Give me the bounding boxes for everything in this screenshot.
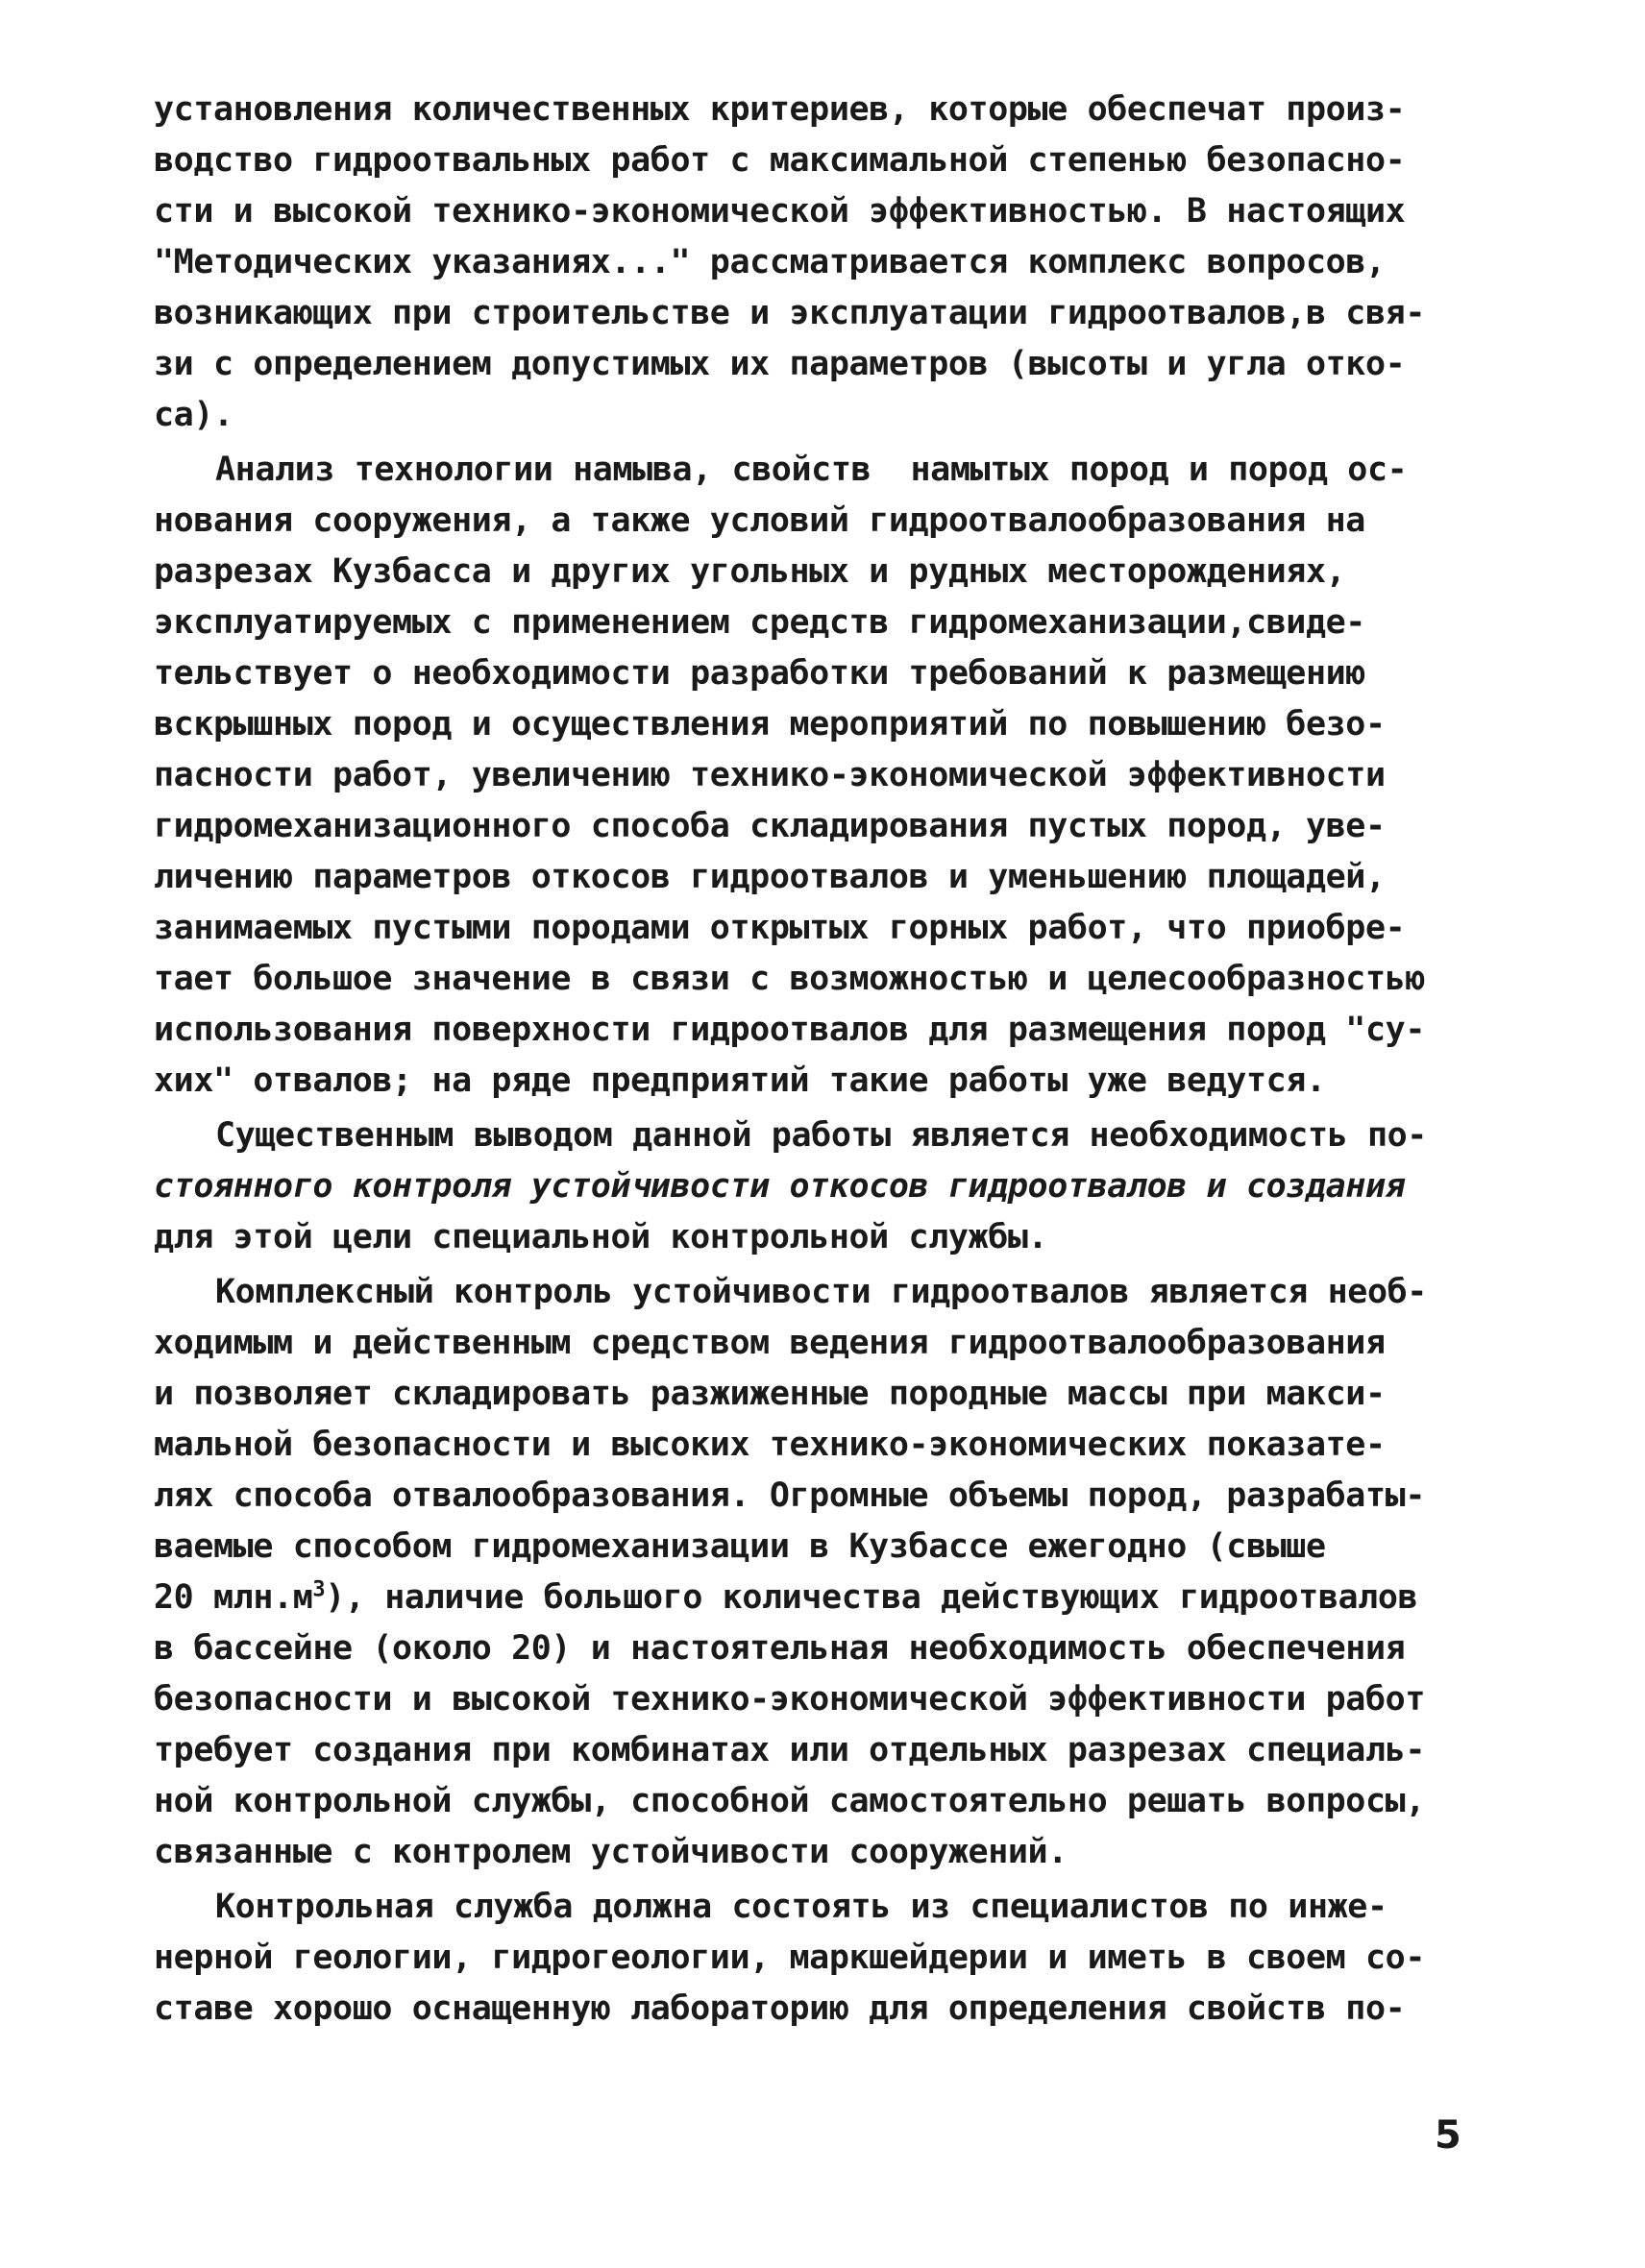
- text-line: гидромеханизационного способа складирования пустых пород, уве-: [154, 807, 1386, 845]
- text-line: ходимым и действенным средством ведения гидроотвалообразования: [154, 1324, 1386, 1362]
- text-line: тельствует о необходимости разработки требований к размещению: [154, 654, 1365, 693]
- text-line: возникающих при строительстве и эксплуатации гидроотвалов,в свя-: [154, 294, 1425, 332]
- text-line: водство гидроотвальных работ с максимальной степенью безопасно-: [154, 141, 1406, 180]
- text-line: ной контрольной службы, способной самостоятельно решать вопросы,: [154, 1782, 1425, 1820]
- text-line: разрезах Кузбасса и других угольных и рудных месторождениях,: [154, 552, 1346, 591]
- text-line: Существенным выводом данной работы является необходимость по-: [215, 1116, 1427, 1155]
- text-line: Анализ технологии намыва, свойств намытых пород и пород ос-: [215, 451, 1408, 489]
- emphasized-text-line: стоянного контроля устойчивости откосов гидроотвалов и создания: [154, 1167, 1406, 1206]
- text-line: са).: [154, 396, 233, 434]
- body-text: [154, 85, 1499, 2035]
- text-line: занимаемых пустыми породами открытых горных работ, что приобре-: [154, 909, 1406, 947]
- text-line: связанные с контролем устойчивости сооружений.: [154, 1833, 1068, 1871]
- paragraph-2: [154, 445, 1499, 1107]
- text-line: мальной безопасности и высоких технико-экономических показате-: [154, 1426, 1386, 1464]
- text-line: безопасности и высокой технико-экономической эффективности работ: [154, 1680, 1425, 1719]
- text-line: зи с определением допустимых их параметров (высоты и угла отко-: [154, 345, 1406, 383]
- paragraph-5: [154, 1882, 1499, 2035]
- text-line: личению параметров откосов гидроотвалов и уменьшению площадей,: [154, 858, 1386, 896]
- text-line: тает большое значение в связи с возможностью и целесообразностью: [154, 960, 1425, 998]
- text-line: Комплексный контроль устойчивости гидроотвалов является необ-: [215, 1273, 1427, 1311]
- paragraph-4: [154, 1267, 1499, 1878]
- text-line: хих" отвалов; на ряде предприятий такие работы уже ведутся.: [154, 1061, 1326, 1100]
- text-line: эксплуатируемых с применением средств гидромеханизации,свиде-: [154, 603, 1365, 642]
- text-line: нования сооружения, а также условий гидроотвалообразования на: [154, 501, 1365, 540]
- text-line: в бассейне (около 20) и настоятельная необходимость обеспечения: [154, 1629, 1406, 1668]
- text-line: лях способа отвалообразования. Огромные объемы пород, разрабаты-: [154, 1476, 1425, 1515]
- text-line: ваемые способом гидромеханизации в Кузбассе ежегодно (свыше: [154, 1527, 1326, 1566]
- volume-line-rest: ), наличие большого количества действующих гидроотвалов: [325, 1578, 1418, 1617]
- text-line: для этой цели специальной контрольной службы.: [154, 1218, 1048, 1256]
- page-number: 5: [1435, 2113, 1461, 2158]
- text-line: требует создания при комбинатах или отдельных разрезах специаль-: [154, 1731, 1425, 1769]
- text-line: Контрольная служба должна состоять из специалистов по инже-: [215, 1888, 1387, 1926]
- text-line: нерной геологии, гидрогеологии, маркшейдерии и иметь в своем со-: [154, 1939, 1425, 1977]
- volume-value: 20 млн.м: [154, 1578, 313, 1617]
- volume-exponent: 3: [312, 1577, 326, 1602]
- text-line: ставе хорошо оснащенную лабораторию для определения свойств по-: [154, 1989, 1406, 2028]
- paragraph-3: [154, 1110, 1499, 1263]
- paragraph-1: [154, 85, 1499, 441]
- volume-line: [154, 1573, 1499, 1623]
- text-line: пасности работ, увеличению технико-экономической эффективности: [154, 756, 1386, 794]
- text-line: "Методических указаниях..." рассматривается комплекс вопросов,: [154, 243, 1386, 281]
- text-line: и позволяет складировать разжиженные породные массы при макси-: [154, 1375, 1386, 1413]
- text-line: сти и высокой технико-экономической эффективностью. В настоящих: [154, 192, 1406, 231]
- text-line: вскрышных пород и осуществления мероприятий по повышению безо-: [154, 705, 1386, 744]
- text-line: использования поверхности гидроотвалов для размещения пород "су-: [154, 1011, 1425, 1049]
- text-line: установления количественных критериев, которые обеспечат произ-: [154, 90, 1406, 129]
